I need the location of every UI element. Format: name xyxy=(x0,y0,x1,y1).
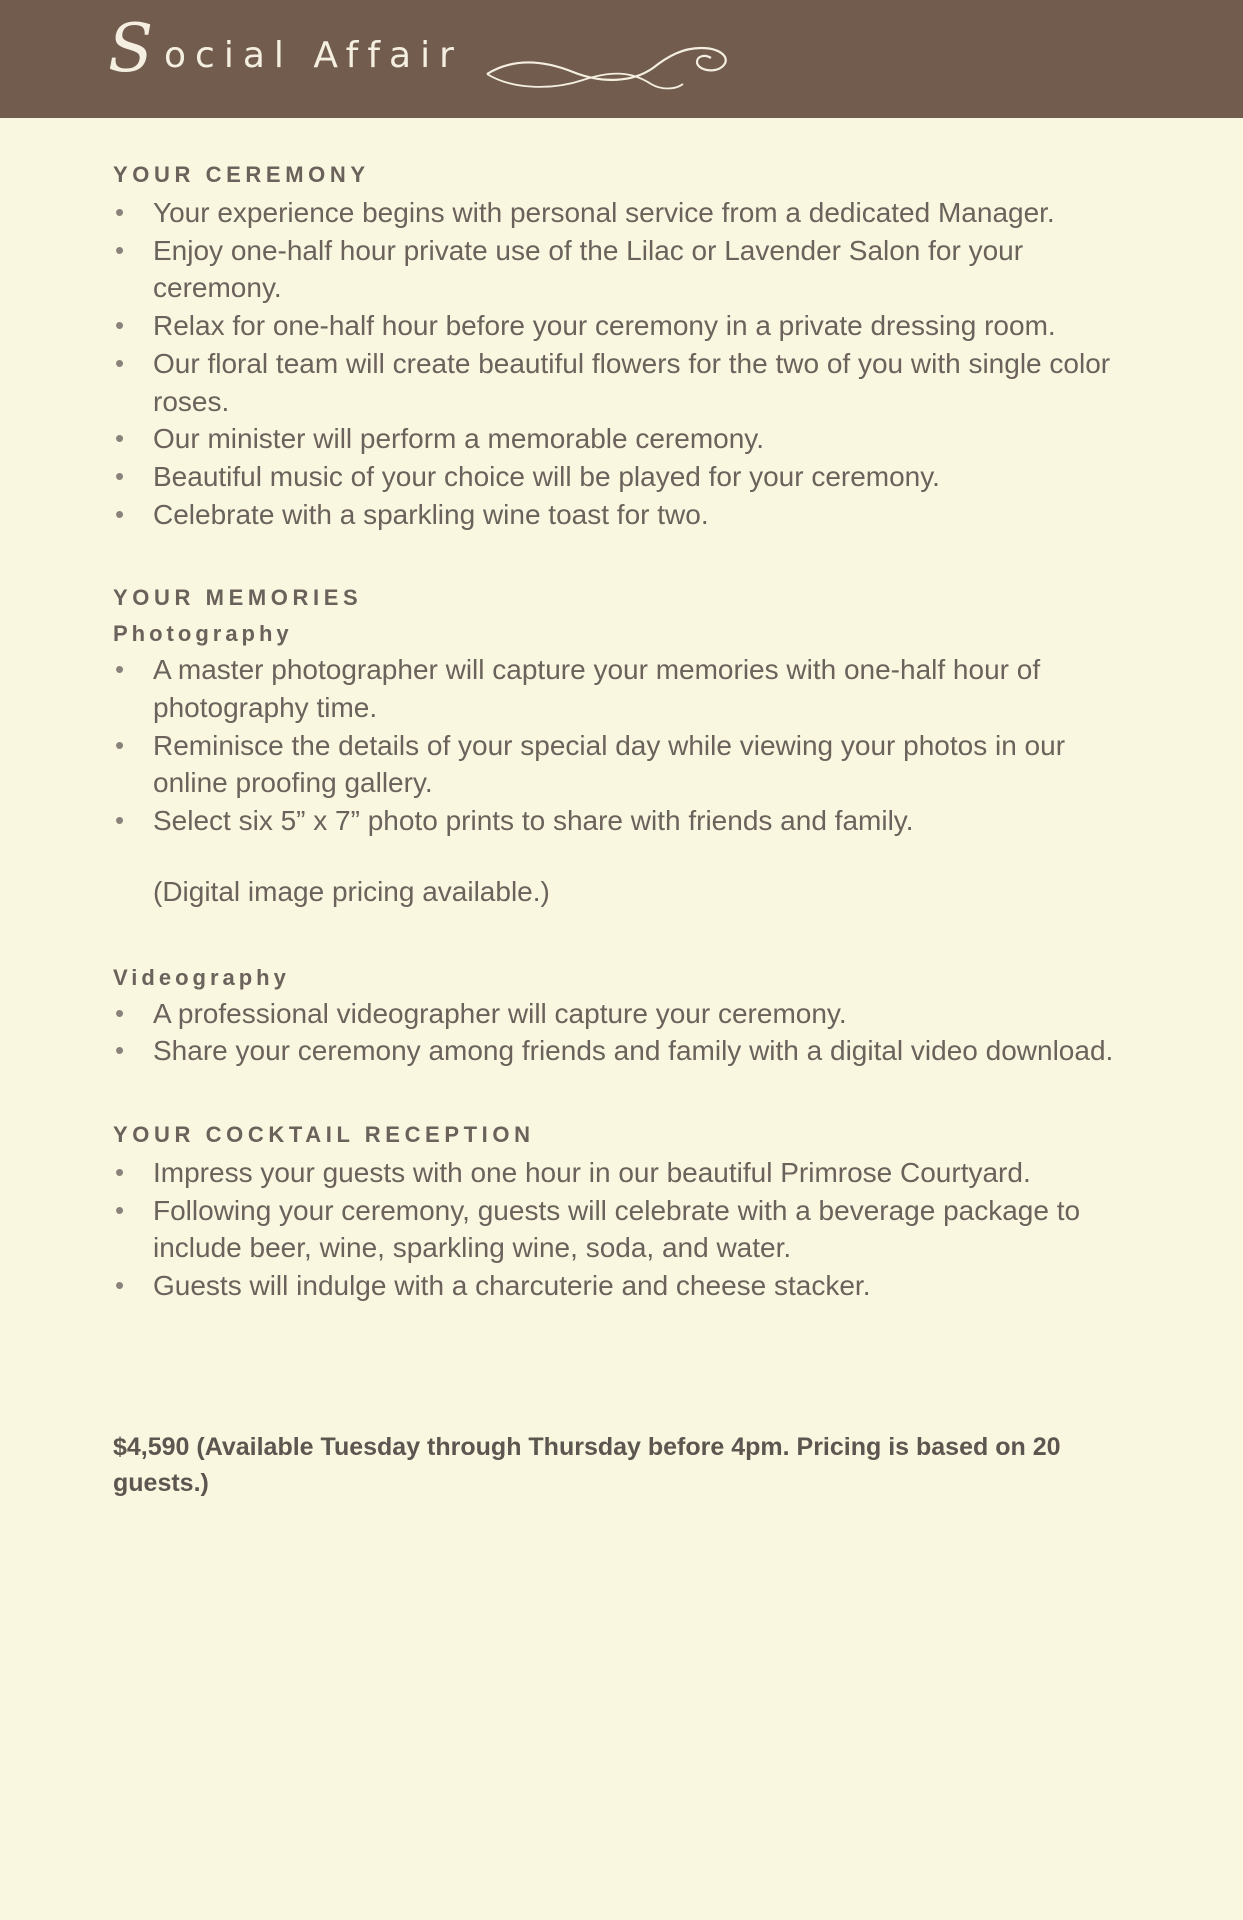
bullet-icon: • xyxy=(115,423,125,454)
bullet-icon: • xyxy=(115,1156,125,1187)
list-item: • Select six 5” x 7” photo prints to share with friends and family. xyxy=(113,802,1133,840)
list-item: • Relax for one-half hour before your ceremony in a private dressing room. xyxy=(113,307,1133,345)
bullet-icon: • xyxy=(115,234,125,265)
brand-logo xyxy=(108,10,668,92)
digital-pricing-note: (Digital image pricing available.) xyxy=(153,875,550,907)
subsection-title-videography: Videography xyxy=(113,964,290,990)
list-item: • Our floral team will create beautiful flowers for the two of you with single color roses. xyxy=(113,345,1133,420)
section-title-memories: YOUR MEMORIES xyxy=(113,585,363,611)
list-item: • A master photographer will capture your memories with one-half hour of photography time. xyxy=(113,651,1133,726)
list-item: • Reminisce the details of your special day while viewing your photos in our online proofing gallery. xyxy=(113,727,1133,802)
list-item: • A professional videographer will capture your ceremony. xyxy=(113,995,1133,1033)
bullet-icon: • xyxy=(115,997,125,1028)
bullet-icon: • xyxy=(115,460,125,491)
header-banner xyxy=(0,0,1243,118)
subsection-title-photography: Photography xyxy=(113,621,293,647)
package-details xyxy=(113,160,1133,1501)
list-item: • Enjoy one-half hour private use of the Lilac or Lavender Salon for your ceremony. xyxy=(113,232,1133,307)
bullet-icon: • xyxy=(115,1035,125,1066)
list-item: • Share your ceremony among friends and family with a digital video download. xyxy=(113,1032,1133,1070)
bullet-icon: • xyxy=(115,197,125,227)
bullet-icon: • xyxy=(115,498,125,529)
bullet-icon: • xyxy=(115,1194,125,1225)
videography-list xyxy=(113,995,1133,1070)
ceremony-list xyxy=(113,194,1133,533)
bullet-icon: • xyxy=(115,1270,125,1301)
list-item: • Impress your guests with one hour in our beautiful Primrose Courtyard. xyxy=(113,1154,1133,1192)
list-item: • Guests will indulge with a charcuterie and cheese stacker. xyxy=(113,1267,1133,1305)
list-item: • Your experience begins with personal service from a dedicated Manager. xyxy=(113,194,1133,232)
bullet-icon: • xyxy=(115,347,125,378)
section-title-ceremony: YOUR CEREMONY xyxy=(113,162,370,187)
list-item: • Following your ceremony, guests will celebrate with a beverage package to include beer, wine, sparkling wine, soda, and water. xyxy=(113,1192,1133,1267)
section-title-cocktail: YOUR COCKTAIL RECEPTION xyxy=(113,1121,535,1147)
package-price: $4,590 (Available Tuesday through Thursday before 4pm. Pricing is based on 20 guests.) xyxy=(113,1432,1061,1497)
bullet-icon: • xyxy=(115,654,125,685)
flourish-icon xyxy=(483,32,753,92)
list-item: • Celebrate with a sparkling wine toast for two. xyxy=(113,496,1133,534)
bullet-icon: • xyxy=(115,310,125,341)
brand-initial: S xyxy=(108,10,154,87)
list-item: • Our minister will perform a memorable ceremony. xyxy=(113,420,1133,458)
bullet-icon: • xyxy=(115,805,125,836)
brand-title: ocial Affair xyxy=(164,35,463,76)
list-item: • Beautiful music of your choice will be played for your ceremony. xyxy=(113,458,1133,496)
photography-list xyxy=(113,651,1133,840)
bullet-icon: • xyxy=(115,729,125,760)
cocktail-list xyxy=(113,1154,1133,1305)
